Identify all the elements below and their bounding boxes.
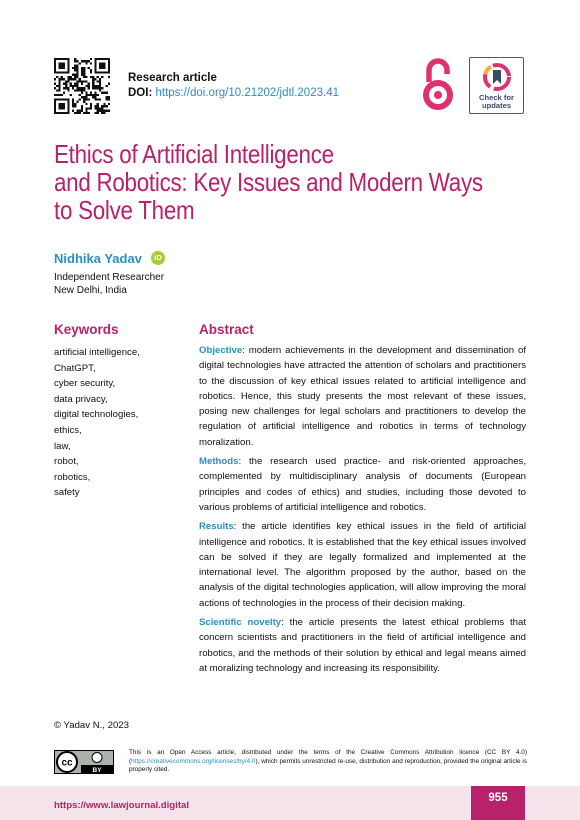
abstract-section-label: Scientific novelty <box>199 617 282 629</box>
doi-line <box>128 87 339 99</box>
affiliation-line-1: Independent Researcher <box>54 272 165 283</box>
license-part-2: ), which permits unrestricted re-use, distribution and reproduction, provided the original article is properly cited. <box>129 757 527 774</box>
keyword-item: cyber security, <box>54 378 116 390</box>
abstract-objective <box>199 343 526 450</box>
doi-link[interactable]: https://doi.org/10.21202/jdtl.2023.41 <box>155 87 339 99</box>
license-link[interactable]: https://creativecommons.org/licenses/by/4.0 <box>131 757 256 765</box>
check-badge-line2: updates <box>481 101 512 110</box>
check-for-updates-badge[interactable] <box>469 57 524 114</box>
keyword-item: ChatGPT, <box>54 362 96 374</box>
article-type-label: Research article <box>128 72 217 84</box>
abstract-section-label: Objective <box>199 345 243 356</box>
abstract-section-text: : the research used practice- and risk-oriented approaches, complemented by multidisciplinary analysis of documents (European principles and codes of ethics) and studies, including those devoted to various problems of artificial intelligence and robotics. <box>199 456 526 513</box>
abstract-body <box>199 343 526 680</box>
abstract-section-text: : the article identifies key ethical issues in the field of artificial intelligence and robotics. It is established that the key ethical issues involved can be solved if they are legally formalized and implemented at the international level. The algorithm proposed by the author, based on the analysis of the digital technologies application, will allow improving the moral actions of technologies in the process of their decision making. <box>199 521 526 609</box>
abstract-results <box>199 519 526 611</box>
cc-by-license-icon[interactable] <box>54 750 114 774</box>
affiliation-line-2: New Delhi, India <box>54 285 127 296</box>
keyword-item: law, <box>54 440 71 452</box>
cc-by-text: BY <box>92 767 102 774</box>
abstract-novelty <box>199 615 526 676</box>
license-text <box>129 749 527 775</box>
abstract-heading: Abstract <box>199 322 254 337</box>
title-line-3: to Solve Them <box>54 195 195 225</box>
abstract-methods <box>199 454 526 515</box>
keywords-list <box>54 345 140 501</box>
keyword-item: ethics, <box>54 424 82 436</box>
journal-website-link[interactable]: https://www.lawjournal.digital <box>54 800 190 811</box>
keyword-item: robotics, <box>54 471 91 483</box>
author-name[interactable]: Nidhika Yadav <box>54 251 142 266</box>
keyword-item: robot, <box>54 456 79 468</box>
open-access-icon <box>419 56 457 112</box>
page-number: 955 <box>488 792 508 804</box>
keyword-item: safety <box>54 487 80 499</box>
license-part-1: This is an Open Access article, distributed under the terms of the Creative Commons Attribution licence (CC BY 4.0) ( <box>129 749 527 765</box>
check-badge-line1: Check for <box>478 93 515 102</box>
cc-text: cc <box>61 757 73 769</box>
keyword-item: artificial intelligence, <box>54 347 140 358</box>
keywords-heading: Keywords <box>54 322 119 337</box>
qr-code-icon <box>54 58 110 114</box>
abstract-section-text: : the article presents the latest ethical problems that concern scientists and practitioners in the field of artificial intelligence and robotics, and the methods of their solution by ethical and legal means aimed at moralizing technology and increasing its responsibility. <box>199 617 527 674</box>
orcid-icon[interactable]: iD <box>151 251 165 265</box>
keyword-item: digital technologies, <box>54 409 139 421</box>
article-title <box>54 140 514 224</box>
abstract-section-label: Methods <box>199 456 239 468</box>
title-line-1: Ethics of Artificial Intelligence <box>54 139 334 169</box>
keyword-item: data privacy, <box>54 393 108 405</box>
abstract-section-text: : modern achievements in the development and dissemination of digital technologies have attracted the attention of scholars and practitioners to the discussion of key ethical issues related to artificial intelligence and robotics. Hence, this study presents the most relevant of these issues, posing new challenges for legal scholars and practitioners to develop the regulation of artificial intelligence and robotics in terms of technology moralization. <box>199 345 526 448</box>
title-line-2: and Robotics: Key Issues and Modern Ways <box>54 167 483 197</box>
abstract-section-label: Results <box>199 521 234 533</box>
update-ribbon-icon <box>483 63 511 91</box>
doi-label: DOI: <box>128 87 153 99</box>
author-affiliation <box>54 271 164 297</box>
copyright-notice: © Yadav N., 2023 <box>54 720 129 731</box>
